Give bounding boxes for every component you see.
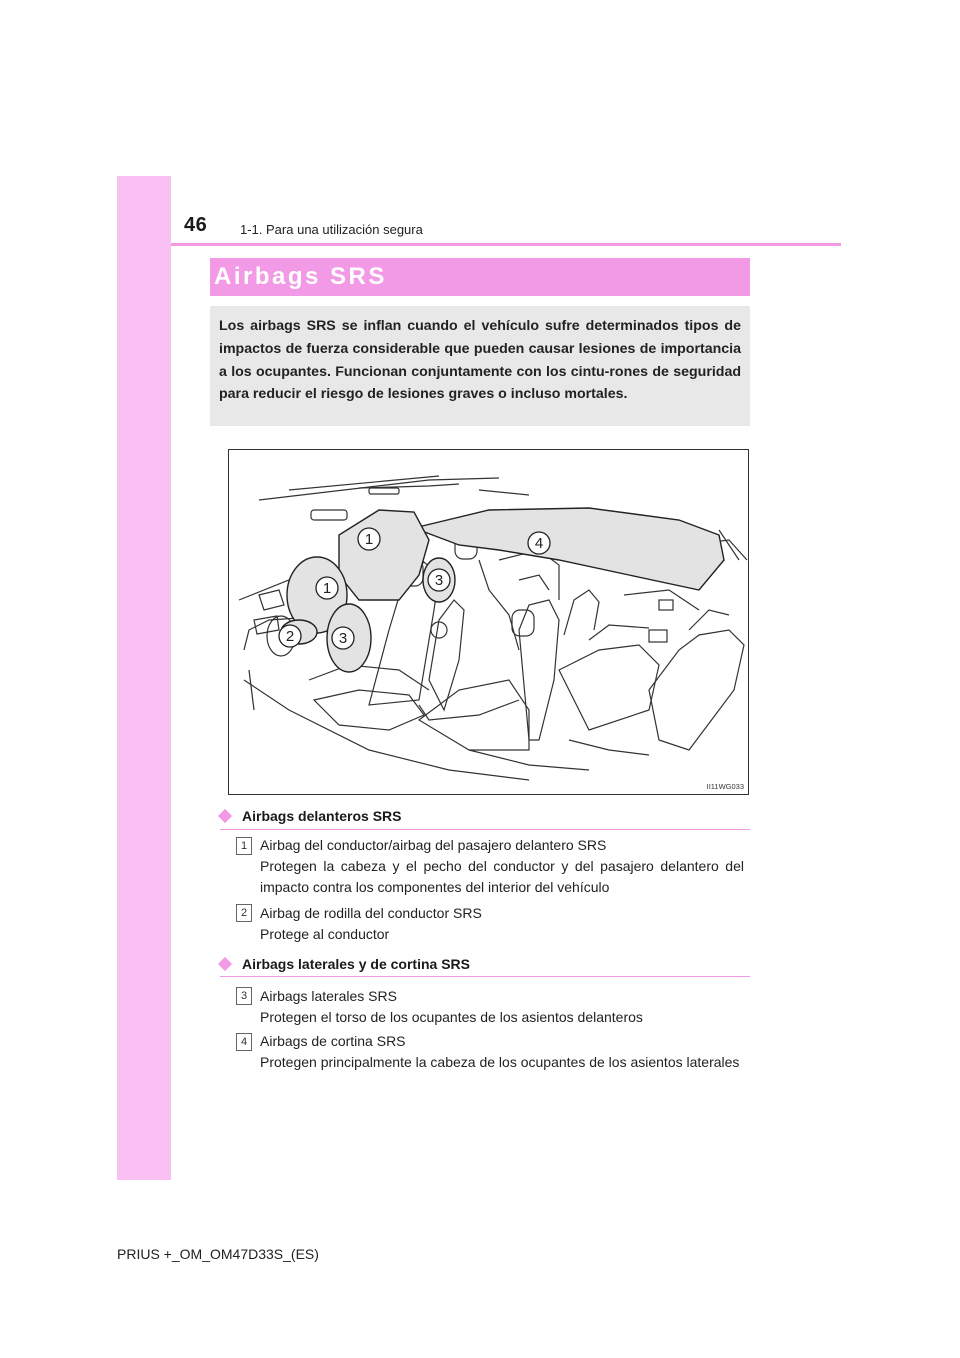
item-number-box: 3 — [236, 987, 252, 1005]
chapter-side-tab — [117, 176, 171, 1180]
subheading-front-airbags — [220, 808, 402, 824]
sun-visor — [369, 488, 399, 494]
callout-side-airbag-upper — [428, 569, 450, 591]
callout-curtain-airbag — [528, 532, 550, 554]
svg-text:3: 3 — [338, 630, 348, 647]
item-number-box: 2 — [236, 904, 252, 922]
item-curtain-airbags — [260, 1031, 744, 1073]
rearview-mirror — [311, 510, 347, 520]
subheading-side-curtain-airbags — [220, 956, 470, 972]
page-title: Airbags SRS — [214, 263, 387, 290]
item-front-airbags — [260, 835, 744, 898]
item-title: Airbag del conductor/airbag del pasajero delantero SRS — [260, 837, 607, 853]
item-description: Protegen la cabeza y el pecho del conductor y del pasajero delantero del impacto contra los componentes del interior del vehículo — [260, 858, 744, 895]
svg-text:1: 1 — [322, 580, 332, 597]
car-interior-drawing — [229, 450, 749, 795]
svg-text:3: 3 — [434, 572, 444, 589]
item-description: Protegen el torso de los ocupantes de los asientos delanteros — [260, 1009, 643, 1025]
callout-front-airbag-upper — [358, 528, 380, 550]
figure-code: II11WG033 — [706, 782, 744, 791]
item-description: Protegen principalmente la cabeza de los ocupantes de los asientos laterales — [260, 1054, 740, 1070]
footer-model-code: PRIUS +_OM_OM47D33S_(ES) — [117, 1246, 319, 1262]
intro-text: Los airbags SRS se inflan cuando el vehículo sufre determinados tipos de impactos de fuerza considerable que pueden causar lesiones de importancia a los ocupantes. Funcionan conjuntamente con los cintu-rones de seguridad para reducir el riesgo de lesiones graves o incluso mortales. — [219, 318, 741, 403]
svg-text:2: 2 — [285, 628, 295, 645]
headrest-rear — [512, 610, 534, 636]
diamond-bullet-icon — [218, 809, 232, 823]
airbag-illustration — [228, 449, 749, 795]
item-title: Airbags laterales SRS — [260, 988, 397, 1004]
intro-box — [210, 306, 750, 426]
header-divider — [171, 243, 841, 246]
page-number: 46 — [184, 214, 208, 236]
subheading-divider — [220, 829, 750, 830]
item-title: Airbag de rodilla del conductor SRS — [260, 905, 482, 921]
diamond-bullet-icon — [218, 957, 232, 971]
curtain-airbag-shape — [414, 508, 724, 590]
subheading-text: Airbags laterales y de cortina SRS — [242, 956, 470, 972]
section-header: 1-1. Para una utilización segura — [240, 222, 423, 237]
item-knee-airbag — [260, 903, 744, 945]
svg-text:4: 4 — [534, 535, 544, 552]
svg-text:1: 1 — [364, 531, 374, 548]
item-number-box: 4 — [236, 1033, 252, 1051]
callout-front-airbag-lower — [316, 577, 338, 599]
item-title: Airbags de cortina SRS — [260, 1033, 406, 1049]
item-side-airbags — [260, 986, 744, 1028]
subheading-divider — [220, 976, 750, 977]
item-number-box: 1 — [236, 837, 252, 855]
title-bar — [210, 258, 750, 296]
item-description: Protege al conductor — [260, 926, 390, 942]
callout-side-airbag-lower — [332, 627, 354, 649]
subheading-text: Airbags delanteros SRS — [242, 808, 402, 824]
callout-knee-airbag — [279, 625, 301, 647]
